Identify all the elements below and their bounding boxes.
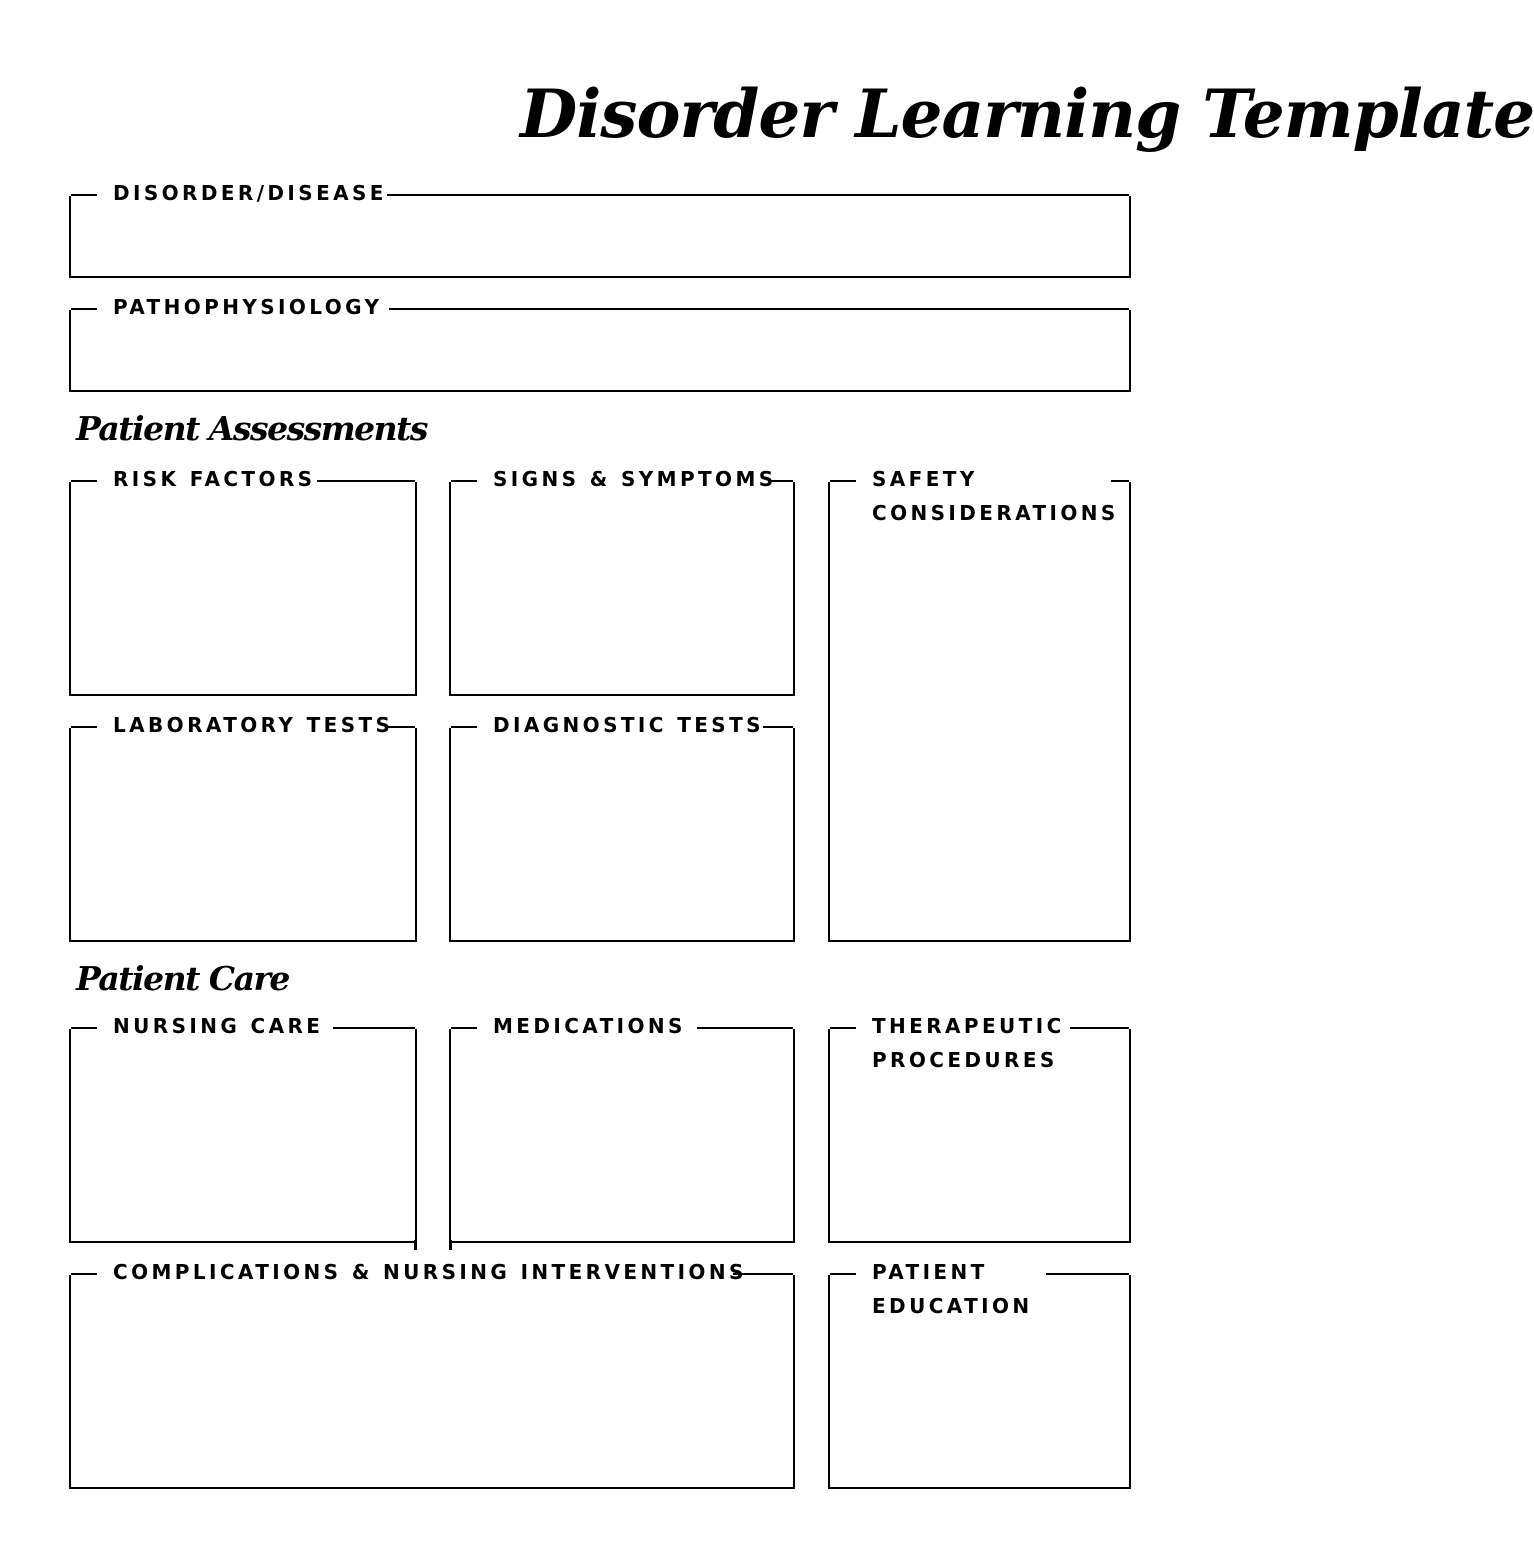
nursing-care-label: NURSING CARE: [113, 1014, 324, 1038]
diagnostic-tests-box[interactable]: [449, 713, 795, 942]
section-heading-patient-assessments: Patient Assessments: [76, 409, 427, 448]
divider-stub-right: [449, 1240, 452, 1250]
section-heading-patient-care: Patient Care: [76, 959, 289, 998]
disorder-disease-label: DISORDER/DISEASE: [113, 181, 387, 205]
safety-considerations-box[interactable]: [828, 467, 1131, 942]
diagnostic-tests-label: DIAGNOSTIC TESTS: [493, 713, 764, 737]
patient-education-label: [872, 1255, 1132, 1323]
signs-symptoms-label: SIGNS & SYMPTOMS: [493, 467, 777, 491]
laboratory-tests-label: LABORATORY TESTS: [113, 713, 394, 737]
pathophysiology-box[interactable]: [69, 295, 1131, 392]
therapeutic-label-line2: PROCEDURES: [872, 1048, 1058, 1072]
risk-factors-box[interactable]: [69, 467, 417, 696]
safety-label-line2: CONSIDERATIONS: [872, 501, 1119, 525]
medications-box[interactable]: [449, 1014, 795, 1243]
signs-symptoms-box[interactable]: [449, 467, 795, 696]
complications-interventions-box[interactable]: [69, 1260, 795, 1489]
patient-education-box[interactable]: [828, 1260, 1131, 1489]
risk-factors-label: RISK FACTORS: [113, 467, 316, 491]
pathophysiology-label: PATHOPHYSIOLOGY: [113, 295, 383, 319]
education-label-line2: EDUCATION: [872, 1294, 1033, 1318]
medications-label: MEDICATIONS: [493, 1014, 686, 1038]
therapeutic-procedures-label: [872, 1009, 1132, 1077]
disorder-disease-box[interactable]: [69, 181, 1131, 278]
nursing-care-box[interactable]: [69, 1014, 417, 1243]
divider-stub-left: [414, 1240, 417, 1250]
laboratory-tests-box[interactable]: [69, 713, 417, 942]
therapeutic-label-line1: THERAPEUTIC: [872, 1014, 1065, 1038]
safety-label-line1: SAFETY: [872, 467, 978, 491]
therapeutic-procedures-box[interactable]: [828, 1014, 1131, 1243]
safety-considerations-label: [872, 462, 1132, 530]
education-label-line1: PATIENT: [872, 1260, 988, 1284]
page-title: Disorder Learning Template: [520, 75, 1534, 153]
complications-interventions-label: COMPLICATIONS & NURSING INTERVENTIONS: [113, 1260, 747, 1284]
